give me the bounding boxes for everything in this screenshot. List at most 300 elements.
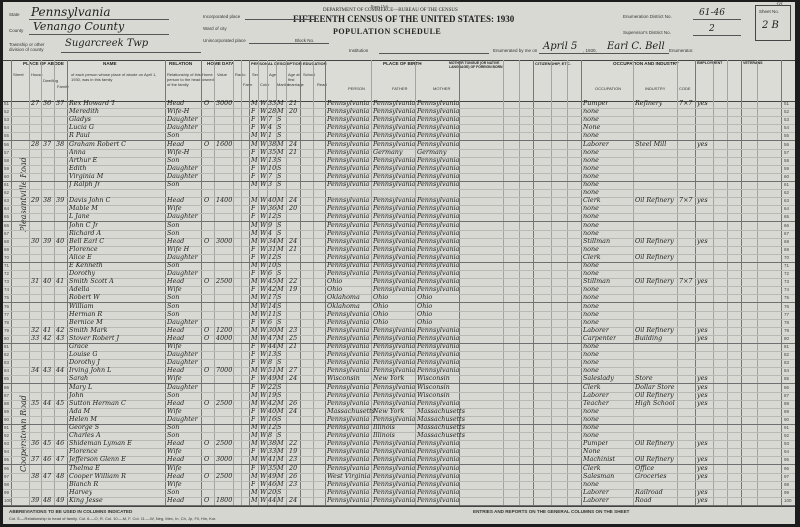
- person-name: Dorothy J: [69, 358, 100, 367]
- marital-status: S: [277, 252, 282, 261]
- home-tenure: O: [204, 439, 210, 448]
- marital-status: S: [277, 180, 282, 188]
- marital-status: M: [277, 479, 284, 488]
- age: 19: [268, 390, 277, 399]
- age: 41: [268, 455, 277, 464]
- mother-birthplace: Ohio: [417, 301, 433, 310]
- line-number: 92: [4, 433, 10, 439]
- house-number: 28: [31, 139, 40, 148]
- mother-birthplace: Ohio: [417, 309, 433, 318]
- sex: M: [251, 293, 258, 302]
- mother-birthplace: Pennsylvania: [417, 131, 460, 140]
- ed-value: 61-46: [699, 8, 725, 18]
- occupation: none: [583, 228, 599, 237]
- employment: yes: [697, 487, 708, 496]
- line-number: 84: [4, 368, 10, 374]
- line-number: 97: [4, 473, 10, 479]
- sex: F: [251, 212, 256, 221]
- township-label: Township or other division of county: [9, 42, 45, 52]
- father-birthplace: New York: [373, 374, 405, 383]
- sex: F: [251, 244, 256, 253]
- person-name: George S: [69, 423, 100, 431]
- person-name: William: [69, 301, 94, 310]
- marital-status: S: [277, 414, 282, 423]
- age: 40: [268, 196, 277, 205]
- age: 46: [268, 479, 277, 488]
- father-birthplace: Ohio: [373, 301, 389, 310]
- dwelling-number: 40: [43, 277, 52, 286]
- occupation: none: [583, 171, 599, 180]
- line-number-right: 85: [784, 376, 790, 382]
- family-number: 47: [56, 455, 65, 464]
- person-name: Richard A: [69, 228, 102, 237]
- industry: Refinery: [635, 99, 663, 107]
- sex: M: [251, 99, 258, 107]
- age-at-marriage: 24: [289, 374, 298, 383]
- person-name: Graham Robert C: [69, 139, 127, 148]
- line-number-right: 80: [784, 335, 790, 341]
- mother-birthplace: Pennsylvania: [417, 463, 460, 472]
- birthplace: Pennsylvania: [327, 131, 370, 140]
- line-number-right: 78: [784, 319, 790, 325]
- birthplace: Pennsylvania: [327, 196, 370, 205]
- father-birthplace: Ohio: [373, 309, 389, 318]
- mother-birthplace: Pennsylvania: [417, 366, 460, 375]
- person-name: E Kenneth: [69, 261, 103, 269]
- race: W: [260, 398, 267, 407]
- age-at-marriage: 24: [289, 196, 298, 205]
- age: 1: [268, 131, 273, 140]
- sex: M: [251, 439, 258, 448]
- person-name: King Jesse: [69, 495, 103, 504]
- person-name: Sarah: [69, 374, 89, 383]
- relation: Daughter: [167, 269, 198, 278]
- father-birthplace: Pennsylvania: [373, 398, 416, 407]
- person-name: L Jane: [69, 212, 90, 221]
- birthplace: Ohio: [327, 277, 343, 286]
- col-father: FATHER: [392, 86, 408, 91]
- birthplace: Pennsylvania: [327, 382, 370, 391]
- line-number-right: 94: [784, 449, 790, 455]
- sex: F: [251, 342, 256, 350]
- age: 6: [268, 317, 273, 326]
- marital-status: S: [277, 220, 282, 229]
- county-label: County: [9, 28, 24, 33]
- marital-status: M: [277, 495, 284, 504]
- age: 10: [268, 261, 277, 269]
- person-name: Smith Scott A: [69, 277, 114, 286]
- birthplace: Pennsylvania: [327, 414, 370, 423]
- sex: F: [251, 285, 256, 294]
- age: 51: [268, 366, 277, 375]
- line-number-right: 79: [784, 327, 790, 333]
- father-birthplace: Pennsylvania: [373, 277, 416, 286]
- line-number: 55: [4, 133, 10, 139]
- occupation: none: [583, 431, 599, 440]
- occupation: Saleslady: [583, 374, 614, 383]
- race: W: [260, 269, 267, 278]
- incorporated-label: Incorporated place: [203, 14, 241, 19]
- home-value: 1200: [216, 325, 233, 334]
- sex: F: [251, 163, 256, 172]
- sex: M: [251, 228, 258, 237]
- occupation: none: [583, 350, 599, 359]
- relation: Head: [167, 333, 185, 342]
- mother-birthplace: Pennsylvania: [417, 269, 460, 278]
- occupation: Pumper: [583, 439, 609, 448]
- line-number-right: 72: [784, 271, 790, 277]
- line-number: 93: [4, 441, 10, 447]
- person-name: Anna: [69, 147, 86, 156]
- occupation: Stillman: [583, 236, 611, 245]
- father-birthplace: Ohio: [373, 317, 389, 326]
- mother-birthplace: Pennsylvania: [417, 180, 460, 188]
- margin-note-road: Pleasantville Road: [19, 157, 28, 232]
- sex: M: [251, 301, 258, 310]
- margin-note-road: Cooperstown Road: [19, 395, 28, 472]
- home-tenure: O: [204, 277, 210, 286]
- industry: Oil Refinery: [635, 325, 674, 334]
- race: W: [260, 293, 267, 302]
- family-number: 40: [56, 236, 65, 245]
- age-at-marriage: 19: [289, 447, 298, 456]
- house-number: 35: [31, 398, 40, 407]
- dwelling-number: 43: [43, 366, 52, 375]
- father-birthplace: Pennsylvania: [373, 269, 416, 278]
- age-at-marriage: 26: [289, 398, 298, 407]
- sheet-label: Sheet No.: [759, 9, 780, 14]
- home-value: 2500: [216, 471, 233, 480]
- schedule-title: POPULATION SCHEDULE: [333, 27, 442, 36]
- occupation: none: [583, 301, 599, 310]
- age-at-marriage: 23: [289, 479, 298, 488]
- family-number: 45: [56, 398, 65, 407]
- home-value: 3000: [216, 236, 233, 245]
- age-at-marriage: 21: [289, 147, 298, 156]
- marital-status: S: [277, 358, 282, 367]
- race: W: [260, 155, 267, 164]
- relation: Head: [167, 99, 185, 107]
- age: 13: [268, 350, 277, 359]
- line-number: 100: [4, 497, 12, 503]
- relation: Daughter: [167, 317, 198, 326]
- person-name: Sutton Herman C: [69, 398, 126, 407]
- line-number-right: 63: [784, 198, 790, 204]
- mother-birthplace: Massachusetts: [417, 414, 466, 423]
- birthplace: Pennsylvania: [327, 180, 370, 188]
- line-number-right: 66: [784, 222, 790, 228]
- line-number: 96: [4, 465, 10, 471]
- person-name: Smith Mark: [69, 325, 108, 334]
- relation: Son: [167, 293, 180, 302]
- family-number: 44: [56, 366, 65, 375]
- mother-birthplace: Pennsylvania: [417, 212, 460, 221]
- mother-birthplace: Pennsylvania: [417, 139, 460, 148]
- line-number: 66: [4, 222, 10, 228]
- father-birthplace: Pennsylvania: [373, 220, 416, 229]
- age: 31: [268, 244, 277, 253]
- father-birthplace: Pennsylvania: [373, 204, 416, 213]
- employment: yes: [697, 139, 708, 148]
- birthplace: Pennsylvania: [327, 228, 370, 237]
- industry: Oil Refinery: [635, 439, 674, 448]
- line-number-right: 58: [784, 157, 790, 163]
- mother-birthplace: Pennsylvania: [417, 107, 460, 116]
- occupation: none: [583, 115, 599, 124]
- industry: Oil Refinery: [635, 390, 674, 399]
- relation: Son: [167, 131, 180, 140]
- relation: Wife: [167, 342, 182, 350]
- person-name: Blanch R: [69, 479, 99, 488]
- mother-birthplace: Pennsylvania: [417, 228, 460, 237]
- age: 10: [268, 163, 277, 172]
- line-number: 94: [4, 449, 10, 455]
- birthplace: Pennsylvania: [327, 317, 370, 326]
- sex: M: [251, 495, 258, 504]
- sex: F: [251, 204, 256, 213]
- line-number-right: 57: [784, 149, 790, 155]
- race: W: [260, 487, 267, 496]
- mother-birthplace: Pennsylvania: [417, 99, 460, 107]
- county-underline: [29, 34, 169, 35]
- enumerator-name: Earl C. Bell: [607, 41, 665, 52]
- incorporated-underline: [245, 19, 315, 20]
- sheet-value: 2 B: [762, 20, 779, 31]
- industry: Steel Mill: [635, 139, 667, 148]
- line-number: 86: [4, 384, 10, 390]
- age-at-marriage: 23: [289, 325, 298, 334]
- industry: Oil Refinery: [635, 252, 674, 261]
- industry: Office: [635, 463, 655, 472]
- relation: Daughter: [167, 252, 198, 261]
- mother-birthplace: Pennsylvania: [417, 479, 460, 488]
- birthplace: Ohio: [327, 285, 343, 294]
- birthplace: Pennsylvania: [327, 163, 370, 172]
- line-number-right: 100: [784, 497, 792, 503]
- industry: Oil Refinery: [635, 277, 674, 286]
- age-at-marriage: 24: [289, 139, 298, 148]
- col-school: School: [303, 72, 316, 77]
- age-at-marriage: 20: [289, 107, 298, 116]
- state-label: State: [9, 12, 20, 17]
- mother-birthplace: Pennsylvania: [417, 236, 460, 245]
- birthplace: Pennsylvania: [327, 390, 370, 399]
- marital-status: M: [277, 398, 284, 407]
- enumerated-label: Enumerated by me on: [493, 48, 538, 53]
- relation: Head: [167, 196, 185, 205]
- age-at-marriage: 19: [289, 285, 298, 294]
- race: W: [260, 455, 267, 464]
- township-value: Sugarcreek Twp: [65, 38, 149, 49]
- marital-status: S: [277, 317, 282, 326]
- home-value: 2500: [216, 277, 233, 286]
- age-at-marriage: 24: [289, 495, 298, 504]
- sheet-box: [755, 5, 791, 41]
- age: 4: [268, 123, 273, 132]
- group-personal: PERSONAL DESCRIPTION: [251, 61, 302, 66]
- occupation: Clerk: [583, 463, 601, 472]
- family-number: 42: [56, 325, 65, 334]
- marital-status: M: [277, 99, 284, 107]
- father-birthplace: Pennsylvania: [373, 487, 416, 496]
- line-number-right: 84: [784, 368, 790, 374]
- marital-status: S: [277, 212, 282, 221]
- age: 22: [268, 382, 277, 391]
- relation: Wife: [167, 463, 182, 472]
- marital-status: M: [277, 204, 284, 213]
- occupation: none: [583, 358, 599, 367]
- occupation: none: [583, 366, 599, 375]
- relation: Head: [167, 455, 185, 464]
- relation: Head: [167, 325, 185, 334]
- race: W: [260, 431, 267, 440]
- age: 12: [268, 212, 277, 221]
- father-birthplace: Pennsylvania: [373, 163, 416, 172]
- birthplace: Pennsylvania: [327, 455, 370, 464]
- birthplace: Pennsylvania: [327, 115, 370, 124]
- line-number-right: 56: [784, 141, 790, 147]
- line-number-right: 89: [784, 408, 790, 414]
- home-tenure: O: [204, 495, 210, 504]
- occupation: Stillman: [583, 277, 611, 286]
- race: W: [260, 244, 267, 253]
- line-number: 95: [4, 457, 10, 463]
- enumerated-year: , 1930,: [583, 48, 597, 53]
- line-number-right: 76: [784, 303, 790, 309]
- marital-status: S: [277, 390, 282, 399]
- person-name: Florence: [69, 244, 98, 253]
- line-number: 80: [4, 335, 10, 341]
- sex: M: [251, 423, 258, 431]
- marital-status: M: [277, 277, 284, 286]
- race: W: [260, 171, 267, 180]
- line-number-right: 52: [784, 109, 790, 115]
- person-name: John C Jr: [69, 220, 99, 229]
- sex: F: [251, 123, 256, 132]
- relation: Head: [167, 366, 185, 375]
- sex: M: [251, 471, 258, 480]
- group-name: NAME: [103, 61, 117, 66]
- col-marital: Marital: [277, 82, 290, 87]
- sex: F: [251, 317, 256, 326]
- line-number: 87: [4, 392, 10, 398]
- person-name: Charles A: [69, 431, 101, 440]
- home-value: 1600: [216, 139, 233, 148]
- group-place-of-birth: PLACE OF BIRTH: [383, 61, 422, 66]
- birthplace: Pennsylvania: [327, 155, 370, 164]
- relation: Daughter: [167, 350, 198, 359]
- sex: F: [251, 463, 256, 472]
- employment: yes: [697, 439, 708, 448]
- dwelling-number: 37: [43, 139, 52, 148]
- birthplace: West Virginia: [327, 471, 371, 480]
- age-at-marriage: 22: [289, 277, 298, 286]
- marital-status: M: [277, 342, 284, 350]
- enumerated-date: April 5: [543, 41, 578, 52]
- col-occupation: OCCUPATION: [595, 86, 622, 91]
- sex: M: [251, 196, 258, 205]
- sex: M: [251, 390, 258, 399]
- person-name: John: [69, 390, 84, 399]
- occupation: none: [583, 269, 599, 278]
- home-value: 1400: [216, 196, 233, 205]
- occupation-code: 7×7: [679, 196, 693, 205]
- employment: yes: [697, 236, 708, 245]
- person-name: Davis John C: [69, 196, 111, 205]
- ed-label: Enumeration District No.: [623, 14, 672, 19]
- race: W: [260, 382, 267, 391]
- sex: M: [251, 131, 258, 140]
- line-number: 82: [4, 352, 10, 358]
- line-number: 64: [4, 206, 10, 212]
- birthplace: Pennsylvania: [327, 366, 370, 375]
- person-name: Louise G: [69, 350, 98, 359]
- mother-birthplace: Germany: [417, 147, 447, 156]
- father-birthplace: Pennsylvania: [373, 196, 416, 205]
- mother-birthplace: Pennsylvania: [417, 471, 460, 480]
- mother-birthplace: Massachusetts: [417, 431, 466, 440]
- col-race: Color: [260, 82, 270, 87]
- house-number: 36: [31, 439, 40, 448]
- marital-status: M: [277, 196, 284, 205]
- relation: Son: [167, 390, 180, 399]
- marital-status: M: [277, 374, 284, 383]
- occupation: none: [583, 107, 599, 116]
- birthplace: Pennsylvania: [327, 350, 370, 359]
- relation: Head: [167, 398, 185, 407]
- occupation: Laborer: [583, 487, 609, 496]
- father-birthplace: Pennsylvania: [373, 180, 416, 188]
- employment: yes: [697, 495, 708, 504]
- line-number: 90: [4, 416, 10, 422]
- line-number: 77: [4, 311, 10, 317]
- father-birthplace: Illinois: [373, 431, 395, 440]
- race: W: [260, 423, 267, 431]
- line-number: 98: [4, 481, 10, 487]
- line-number-right: 75: [784, 295, 790, 301]
- line-number-right: 90: [784, 416, 790, 422]
- group-citizenship: CITIZENSHIP, ETC.: [535, 61, 571, 66]
- footer-entries-title: ENTRIES AND REPORTS ON THE GENERAL COLUMNS ON THE SHEET: [473, 509, 630, 514]
- industry: Railroad: [635, 487, 663, 496]
- dwelling-number: 39: [43, 236, 52, 245]
- sd-label: Supervisor's District No.: [623, 30, 671, 35]
- father-birthplace: New York: [373, 406, 405, 415]
- occupation: Laborer: [583, 325, 609, 334]
- age: 49: [268, 471, 277, 480]
- home-tenure: O: [204, 139, 210, 148]
- person-name: Grace: [69, 342, 89, 350]
- age-at-marriage: 22: [289, 439, 298, 448]
- birthplace: Oklahoma: [327, 293, 360, 302]
- sex: F: [251, 447, 256, 456]
- relation: Son: [167, 220, 180, 229]
- person-name: Lucia G: [69, 123, 94, 132]
- table-row: [3, 497, 795, 506]
- dwelling-number: 45: [43, 439, 52, 448]
- marital-status: M: [277, 366, 284, 375]
- marital-status: M: [277, 439, 284, 448]
- father-birthplace: Pennsylvania: [373, 358, 416, 367]
- person-name: Mable M: [69, 204, 98, 213]
- marital-status: S: [277, 269, 282, 278]
- age: 34: [268, 236, 277, 245]
- race: W: [260, 358, 267, 367]
- mother-birthplace: Pennsylvania: [417, 398, 460, 407]
- family-number: 37: [56, 99, 65, 107]
- sex: F: [251, 171, 256, 180]
- col-house: House: [31, 72, 43, 77]
